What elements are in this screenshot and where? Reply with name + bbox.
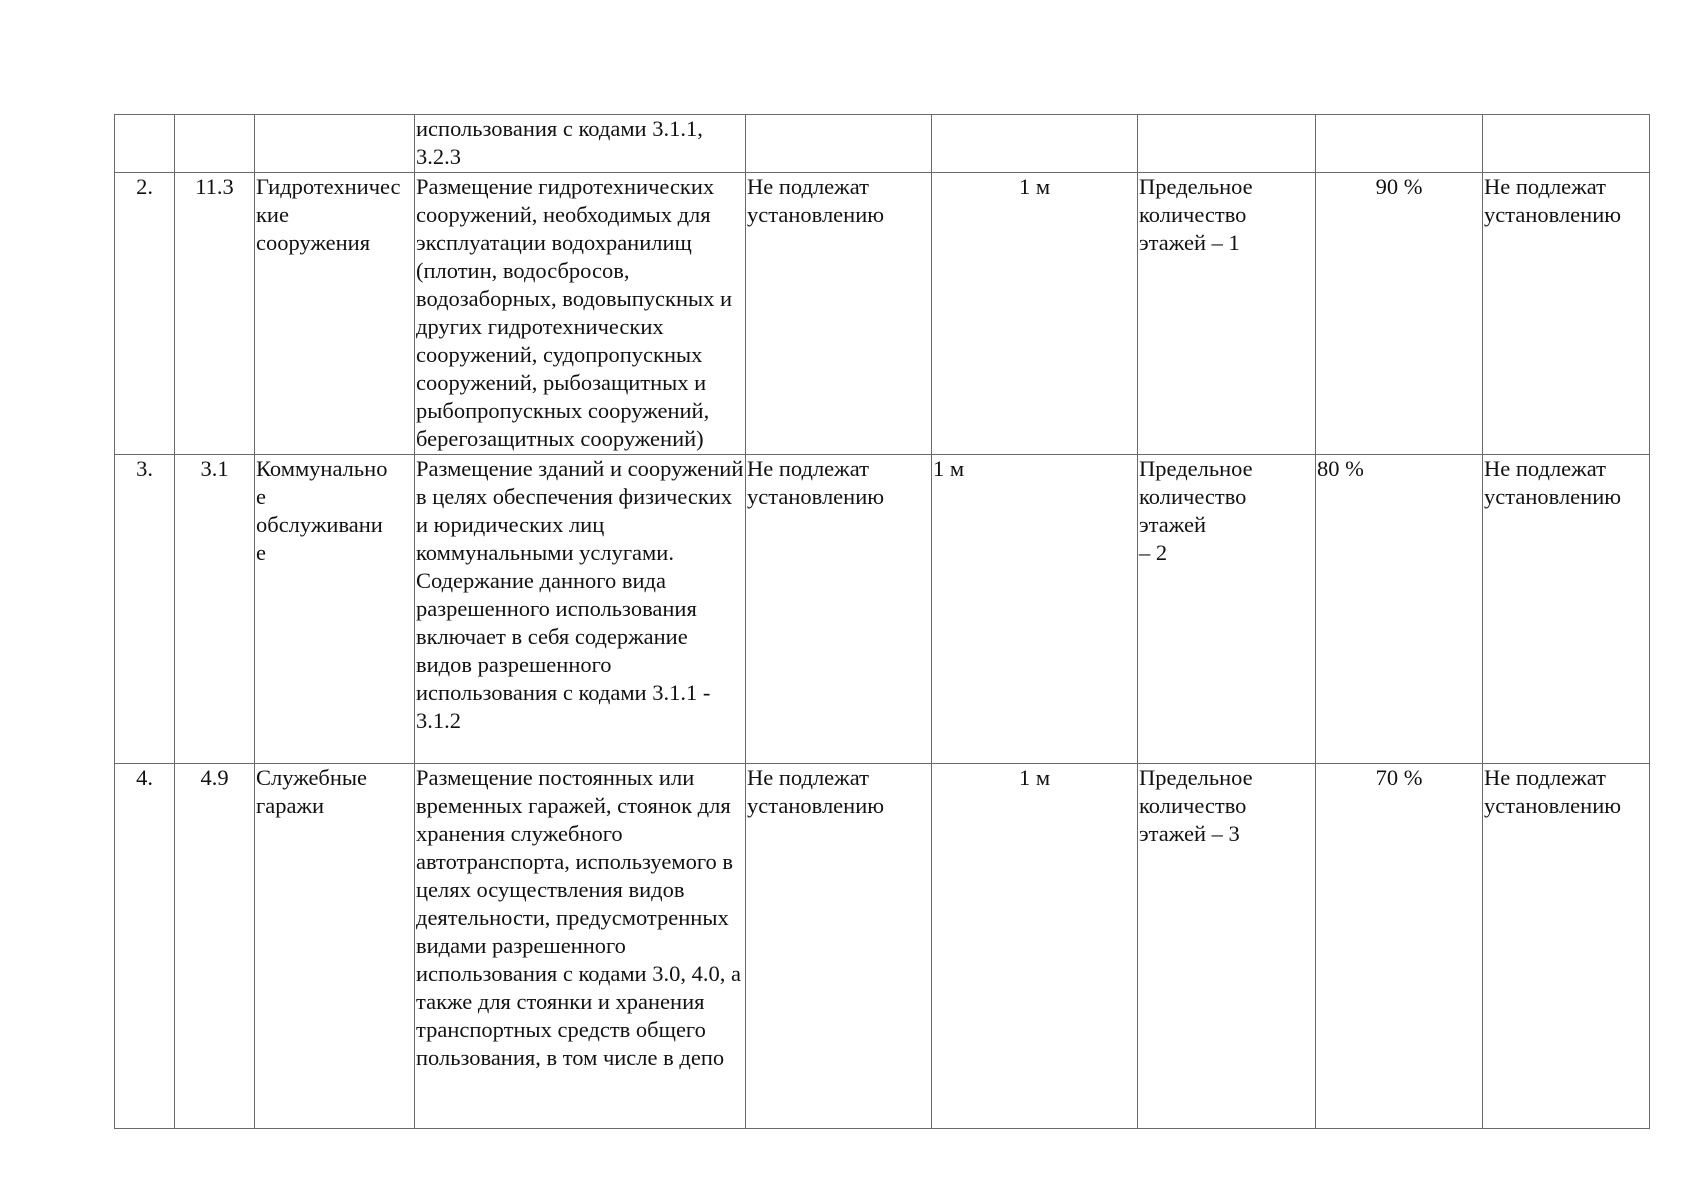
other-params-cell: Не подлежат установлению [1483, 764, 1650, 1129]
description-cell: Размещение зданий и сооружений в целях обеспечения физических и юридических лиц коммунальными услугами. Содержание данного вида разрешенного использования включает в себя содержание видов разрешенного использования с кодами 3.1.1 - 3.1.2 [415, 455, 746, 764]
table-row [115, 173, 1650, 455]
table-row [115, 115, 1650, 173]
setback-cell: 1 м [932, 173, 1138, 455]
floors-cell: Предельное количество этажей – 2 [1138, 455, 1316, 764]
other-params-cell: Не подлежат установлению [1483, 455, 1650, 764]
description-cell: Размещение гидротехнических сооружений, необходимых для эксплуатации водохранилищ (плотин, водосбросов, водозаборных, водовыпускных и других гидротехнических сооружений, судопропускных сооружений, рыбозащитных и рыбопропускных сооружений, берегозащитных сооружений) [415, 173, 746, 455]
use-name-cell: Гидротехничес кие сооружения [255, 173, 415, 455]
floors-cell: Предельное количество этажей – 3 [1138, 764, 1316, 1129]
row-number-cell: 3. [115, 455, 175, 764]
table-row [115, 455, 1650, 764]
use-name-cell: Коммунально е обслуживани е [255, 455, 415, 764]
table-row [115, 764, 1650, 1129]
description-cell: использования с кодами 3.1.1, 3.2.3 [415, 115, 746, 173]
min-area-cell: Не подлежат установлению [746, 764, 932, 1129]
coverage-cell: 70 % [1316, 764, 1483, 1129]
row-number-cell [115, 115, 175, 173]
code-cell [175, 115, 255, 173]
floors-cell: Предельное количество этажей – 1 [1138, 173, 1316, 455]
coverage-cell: 80 % [1316, 455, 1483, 764]
min-area-cell: Не подлежат установлению [746, 455, 932, 764]
coverage-cell [1316, 115, 1483, 173]
setback-cell: 1 м [932, 455, 1138, 764]
min-area-cell: Не подлежат установлению [746, 173, 932, 455]
row-number-cell: 2. [115, 173, 175, 455]
regulations-table [114, 114, 1650, 1129]
setback-cell [932, 115, 1138, 173]
row-number-cell: 4. [115, 764, 175, 1129]
setback-cell: 1 м [932, 764, 1138, 1129]
coverage-cell: 90 % [1316, 173, 1483, 455]
code-cell: 4.9 [175, 764, 255, 1129]
other-params-cell: Не подлежат установлению [1483, 173, 1650, 455]
min-area-cell [746, 115, 932, 173]
other-params-cell [1483, 115, 1650, 173]
use-name-cell [255, 115, 415, 173]
code-cell: 3.1 [175, 455, 255, 764]
description-cell: Размещение постоянных или временных гаражей, стоянок для хранения служебного автотранспорта, используемого в целях осуществления видов деятельности, предусмотренных видами разрешенного использования с кодами 3.0, 4.0, а также для стоянки и хранения транспортных средств общего пользования, в том числе в депо [415, 764, 746, 1129]
floors-cell [1138, 115, 1316, 173]
code-cell: 11.3 [175, 173, 255, 455]
use-name-cell: Служебные гаражи [255, 764, 415, 1129]
